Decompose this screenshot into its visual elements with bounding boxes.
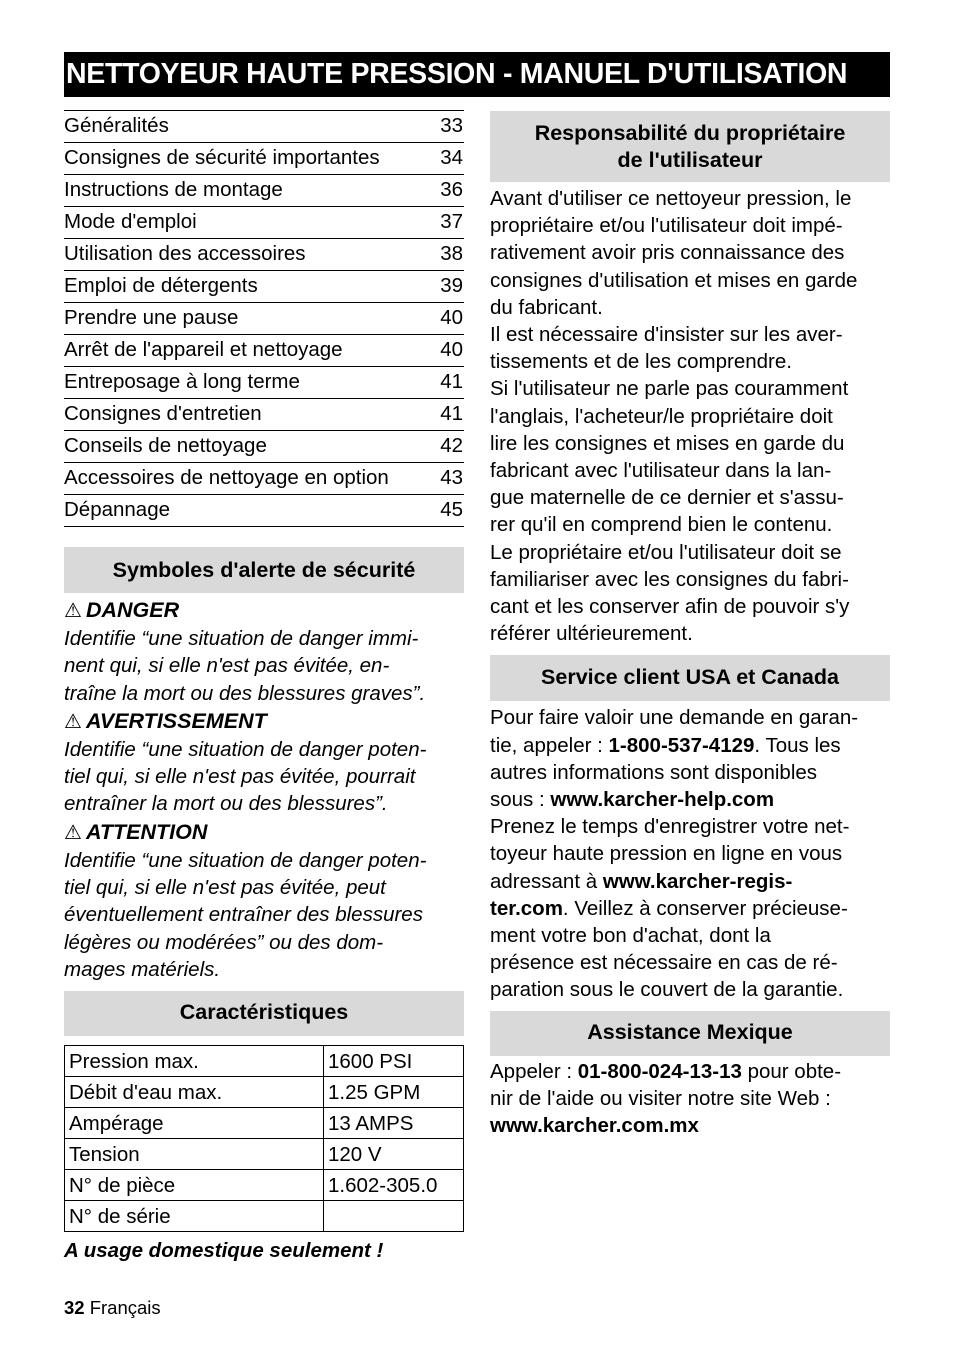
toc-label: Mode d'emploi xyxy=(64,210,197,233)
caution-line: tiel qui, si elle n'est pas évitée, peut xyxy=(64,876,386,900)
spec-label: Tension xyxy=(65,1139,324,1170)
responsibility-text xyxy=(490,185,890,647)
toc-page-number: 34 xyxy=(440,146,463,169)
spec-label: N° de pièce xyxy=(65,1170,324,1201)
spec-row xyxy=(65,1139,464,1170)
left-column xyxy=(64,110,464,1264)
caution-label xyxy=(64,818,464,847)
service-heading-text: Service client USA et Canada xyxy=(541,665,839,690)
toc-row[interactable] xyxy=(64,431,464,463)
toc-page-number: 45 xyxy=(440,498,463,521)
mexico-text-span: Appeler : xyxy=(490,1059,578,1083)
service-text-span: sous : xyxy=(490,788,551,812)
toc-label: Consignes de sécurité importantes xyxy=(64,146,380,169)
toc-row[interactable] xyxy=(64,271,464,303)
safety-symbols-heading-text: Symboles d'alerte de sécurité xyxy=(112,558,416,582)
responsibility-line: lire les consignes et mises en garde du xyxy=(490,431,845,455)
spec-row xyxy=(65,1077,464,1108)
danger-block xyxy=(64,596,464,707)
responsibility-line: fabricant avec l'utilisateur dans la lan- xyxy=(490,459,832,483)
toc-label: Utilisation des accessoires xyxy=(64,242,306,265)
service-line xyxy=(490,786,890,813)
usa-phone-number: 1-800-537-4129 xyxy=(608,733,755,757)
register-url-link[interactable]: ter.com xyxy=(490,896,563,920)
warning-triangle-icon: ⚠ xyxy=(64,600,82,622)
domestic-use-note: A usage domestique seulement ! xyxy=(64,1239,384,1263)
responsibility-heading-line: Responsabilité du propriétaire xyxy=(534,121,846,145)
page-title-bar xyxy=(64,52,890,97)
mexico-heading-text: Assistance Mexique xyxy=(587,1019,793,1044)
warning-triangle-icon: ⚠ xyxy=(64,710,82,733)
spec-value xyxy=(324,1201,464,1232)
spec-row xyxy=(65,1108,464,1139)
specifications-table xyxy=(64,1045,464,1232)
page-footer xyxy=(64,1297,161,1319)
warning-label xyxy=(64,707,464,736)
service-text-span: adressant à xyxy=(490,869,603,893)
spec-value: 13 AMPS xyxy=(324,1108,464,1139)
toc-label: Accessoires de nettoyage en option xyxy=(64,466,389,489)
help-url-link[interactable]: www.karcher-help.com xyxy=(550,788,775,812)
service-line: Prenez le temps d'enregistrer votre net- xyxy=(490,815,850,839)
danger-line: nent qui, si elle n'est pas évitée, en- xyxy=(64,654,390,678)
toc-label: Emploi de détergents xyxy=(64,274,258,297)
toc-page-number: 40 xyxy=(440,306,463,329)
toc-row[interactable] xyxy=(64,207,464,239)
spec-value: 1.25 GPM xyxy=(324,1077,464,1108)
right-column xyxy=(490,111,890,1139)
caution-line: mages matériels. xyxy=(64,957,221,981)
spec-row xyxy=(65,1046,464,1077)
mexico-url-link[interactable]: www.karcher.com.mx xyxy=(490,1114,699,1138)
toc-label: Prendre une pause xyxy=(64,306,239,329)
responsibility-line: Si l'utilisateur ne parle pas couramment xyxy=(490,377,849,401)
service-line: Pour faire valoir une demande en garan- xyxy=(490,706,859,730)
toc-row[interactable] xyxy=(64,239,464,271)
footer-language: Français xyxy=(89,1297,161,1318)
danger-line: Identifie “une situation de danger immi- xyxy=(64,627,419,650)
caution-line: éventuellement entraîner des blessures xyxy=(64,903,423,927)
responsibility-line: du fabricant. xyxy=(490,295,603,319)
warning-text xyxy=(64,736,464,818)
spec-label: N° de série xyxy=(65,1201,324,1232)
caution-block xyxy=(64,818,464,983)
responsibility-heading-line: de l'utilisateur xyxy=(617,148,763,172)
responsibility-line: référer ultérieurement. xyxy=(490,622,693,646)
toc-row[interactable] xyxy=(64,367,464,399)
spec-value: 1.602-305.0 xyxy=(324,1170,464,1201)
toc-page-number: 39 xyxy=(440,274,463,297)
toc-label: Consignes d'entretien xyxy=(64,402,262,425)
register-url-link[interactable]: www.karcher-regis- xyxy=(602,869,793,893)
service-heading xyxy=(490,655,890,701)
caution-text xyxy=(64,847,464,983)
responsibility-line: Avant d'utiliser ce nettoyeur pression, le xyxy=(490,187,852,210)
toc-page-number: 38 xyxy=(440,242,463,265)
responsibility-line: consignes d'utilisation et mises en garde xyxy=(490,268,858,292)
toc-row[interactable] xyxy=(64,399,464,431)
mexico-line: nir de l'aide ou visiter notre site Web : xyxy=(490,1086,831,1110)
spec-label: Ampérage xyxy=(65,1108,324,1139)
toc-page-number: 41 xyxy=(440,402,463,425)
specifications-heading xyxy=(64,991,464,1036)
toc-label: Instructions de montage xyxy=(64,178,283,201)
mexico-line xyxy=(490,1058,890,1085)
toc-row[interactable] xyxy=(64,303,464,335)
safety-symbols-heading xyxy=(64,547,464,593)
warning-block xyxy=(64,707,464,818)
danger-line: traîne la mort ou des blessures graves”. xyxy=(64,681,426,705)
danger-label-text: DANGER xyxy=(85,598,180,622)
responsibility-line: familiariser avec les consignes du fabri- xyxy=(490,567,849,591)
service-text xyxy=(490,704,890,1003)
service-line: paration sous le couvert de la garantie. xyxy=(490,978,844,1002)
toc-label: Conseils de nettoyage xyxy=(64,434,267,457)
spec-row xyxy=(65,1170,464,1201)
service-line xyxy=(490,868,890,895)
danger-label xyxy=(64,596,464,625)
page-number: 32 xyxy=(64,1297,85,1318)
toc-page-number: 43 xyxy=(440,466,463,489)
toc-page-number: 42 xyxy=(440,434,463,457)
spec-row xyxy=(65,1201,464,1232)
spec-label: Débit d'eau max. xyxy=(65,1077,324,1108)
danger-text xyxy=(64,625,464,707)
toc-row[interactable] xyxy=(64,335,464,367)
warning-triangle-icon: ⚠ xyxy=(64,821,82,844)
spec-value: 120 V xyxy=(324,1139,464,1170)
toc-row[interactable] xyxy=(64,111,464,143)
service-line: autres informations sont disponibles xyxy=(490,760,818,784)
toc-page-number: 40 xyxy=(440,338,463,361)
service-line: toyeur haute pression en ligne en vous xyxy=(490,842,843,866)
warning-label-text: AVERTISSEMENT xyxy=(85,708,267,733)
toc-row[interactable] xyxy=(64,495,464,527)
table-of-contents xyxy=(64,110,464,527)
warning-line: entraîner la mort ou des blessures”. xyxy=(64,792,388,816)
service-line: présence est nécessaire en cas de ré- xyxy=(490,951,838,975)
responsibility-line: tissements et de les comprendre. xyxy=(490,350,792,374)
spec-label: Pression max. xyxy=(65,1046,324,1077)
service-line xyxy=(490,895,890,922)
mexico-text-span: pour obte- xyxy=(741,1059,842,1083)
responsibility-line: gue maternelle de ce dernier et s'assu- xyxy=(490,486,844,510)
mexico-line xyxy=(490,1112,890,1139)
mexico-phone-number: 01-800-024-13-13 xyxy=(577,1059,742,1083)
responsibility-heading xyxy=(490,111,890,182)
service-text-span: tie, appeler : xyxy=(490,733,609,757)
mexico-text xyxy=(490,1058,890,1140)
toc-row[interactable] xyxy=(64,143,464,175)
warning-line: Identifie “une situation de danger poten- xyxy=(64,737,427,761)
caution-line: Identifie “une situation de danger poten- xyxy=(64,848,427,872)
spec-value: 1600 PSI xyxy=(324,1046,464,1077)
service-line xyxy=(490,732,890,759)
toc-label: Dépannage xyxy=(64,498,171,521)
responsibility-line: rativement avoir pris connaissance des xyxy=(490,241,845,265)
service-line: ment votre bon d'achat, dont la xyxy=(490,924,771,948)
toc-row[interactable] xyxy=(64,175,464,207)
responsibility-line: Il est nécessaire d'insister sur les aver- xyxy=(490,323,843,347)
service-text-span: . Tous les xyxy=(754,733,841,757)
warning-line: tiel qui, si elle n'est pas évitée, pourrait xyxy=(64,765,416,789)
toc-label: Entreposage à long terme xyxy=(64,370,300,393)
toc-row[interactable] xyxy=(64,463,464,495)
responsibility-line: l'anglais, l'acheteur/le propriétaire doit xyxy=(490,404,833,428)
caution-label-text: ATTENTION xyxy=(85,819,208,844)
toc-page-number: 41 xyxy=(440,370,463,393)
mexico-heading xyxy=(490,1011,890,1056)
toc-page-number: 36 xyxy=(440,178,463,201)
specifications-heading-text: Caractéristiques xyxy=(179,1000,349,1025)
toc-page-number: 37 xyxy=(440,210,463,233)
responsibility-line: propriétaire et/ou l'utilisateur doit impé- xyxy=(490,214,843,238)
responsibility-line: rer qu'il en comprend bien le contenu. xyxy=(490,513,833,537)
toc-label: Généralités xyxy=(64,114,169,137)
caution-line: légères ou modérées” ou des dom- xyxy=(64,930,384,954)
toc-label: Arrêt de l'appareil et nettoyage xyxy=(64,338,343,361)
service-text-span: . Veillez à conserver précieuse- xyxy=(562,896,848,920)
responsibility-line: cant et les conserver afin de pouvoir s'y xyxy=(490,595,850,619)
toc-page-number: 33 xyxy=(440,114,463,137)
page-title: NETTOYEUR HAUTE PRESSION - MANUEL D'UTILISATION xyxy=(66,58,848,90)
responsibility-line: Le propriétaire et/ou l'utilisateur doit se xyxy=(490,540,842,564)
